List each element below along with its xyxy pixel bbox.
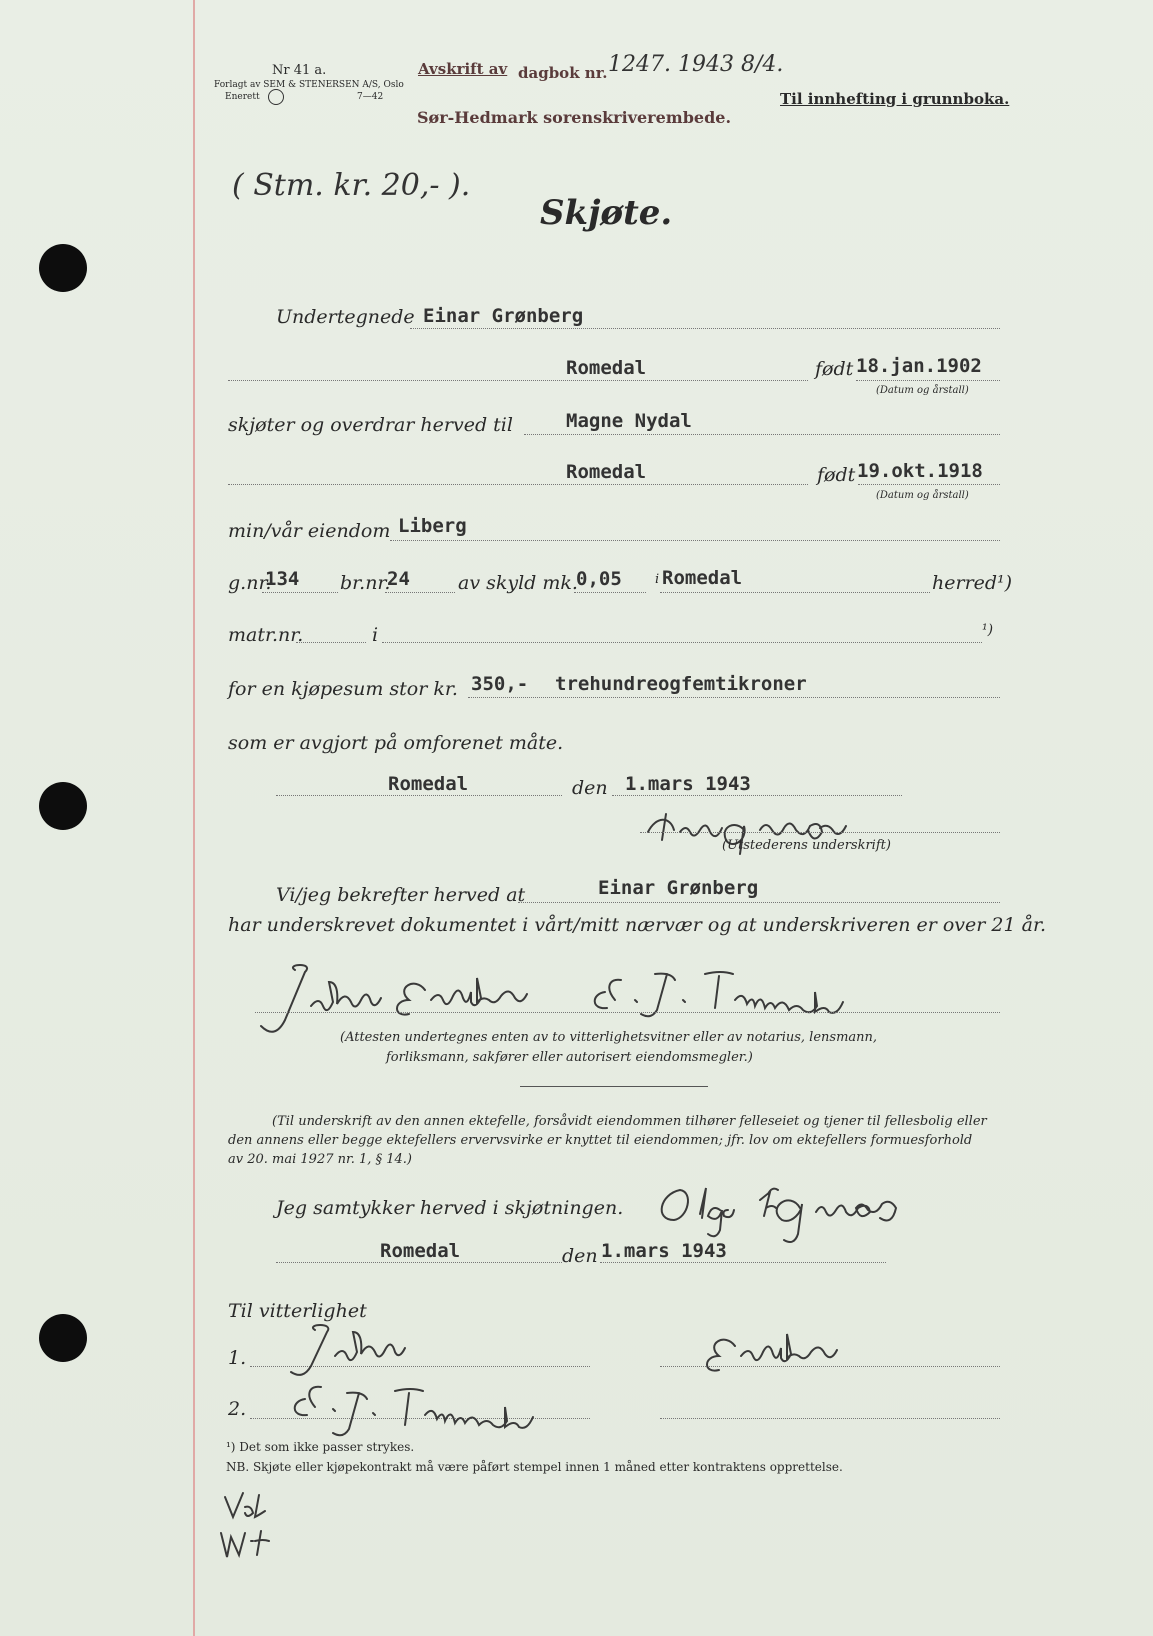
consent-label: Jeg samtykker herved i skjøtningen. xyxy=(276,1197,624,1219)
herred-i-label: i xyxy=(655,572,660,587)
price-words: trehundreogfemtikroner xyxy=(555,673,807,695)
stamp-dagbok-value: 1247. 1943 8/4. xyxy=(608,52,784,77)
spouse-note-1: (Til underskrift av den annen ektefelle, forsåvidt eiendommen tilhører felleseiet og tjener til fellesbolig eller xyxy=(272,1114,987,1129)
consent-date: 1.mars 1943 xyxy=(601,1240,727,1262)
transfer-label: skjøter og overdrar herved til xyxy=(228,414,513,436)
matr-footnote-mark: ¹) xyxy=(982,622,994,638)
attest-note-1: (Attesten undertegnes enten av to vitterlighetsvitner eller av notarius, lensmann, xyxy=(340,1030,878,1045)
attest-label: Vi/jeg bekrefter herved at xyxy=(276,884,526,906)
buyer-date-hint: (Datum og årstall) xyxy=(876,490,969,501)
signing-den-label: den xyxy=(572,777,608,799)
stamp-fee-note: ( Stm. kr. 20,- ). xyxy=(232,168,471,203)
publisher-line: Forlagt av SEM & STENERSEN A/S, Oslo xyxy=(214,80,404,90)
publisher-logo-icon xyxy=(268,89,284,105)
publisher-date: 7—42 xyxy=(357,92,384,102)
buyer-birthdate: 19.okt.1918 xyxy=(857,460,983,482)
buyer-place: Romedal xyxy=(566,461,647,483)
punch-hole xyxy=(39,782,87,830)
property-name: Liberg xyxy=(398,515,467,537)
seller-place: Romedal xyxy=(566,357,647,379)
buyer-born-label: født xyxy=(817,464,856,486)
gnr-label: g.nr. xyxy=(228,572,272,594)
issuer-signature-hint: (Utstederens underskrift) xyxy=(722,838,891,853)
attest-line2: har underskrevet dokumentet i vårt/mitt nærvær og at underskriveren er over 21 år. xyxy=(228,914,1046,936)
buyer-name: Magne Nydal xyxy=(566,410,692,432)
witness-label: Til vitterlighet xyxy=(228,1300,367,1322)
seller-birthdate: 18.jan.1902 xyxy=(856,355,982,377)
spouse-note-2: den annens eller begge ektefellers ervervsvirke er knyttet til eiendommen; jfr. lov om ektefellers formuesforhold xyxy=(228,1133,973,1148)
spouse-signature xyxy=(650,1180,950,1240)
footnote-1: ¹) Det som ikke passer strykes. xyxy=(226,1440,415,1454)
punch-hole xyxy=(39,1314,87,1362)
consent-place: Romedal xyxy=(380,1240,461,1262)
signing-place: Romedal xyxy=(388,773,469,795)
price-label: for en kjøpesum stor kr. xyxy=(228,678,458,700)
settled-note: som er avgjort på omforenet måte. xyxy=(228,732,564,754)
clerk-initials xyxy=(215,1485,295,1565)
attest-name: Einar Grønberg xyxy=(598,877,759,899)
consent-den-label: den xyxy=(562,1245,598,1267)
witness-signatures xyxy=(255,960,875,1040)
stamp-dagbok-label: dagbok nr. xyxy=(518,64,608,82)
signing-date: 1.mars 1943 xyxy=(625,773,751,795)
margin-line xyxy=(193,0,195,1636)
publisher-enerett: Enerett xyxy=(225,92,260,102)
matr-label: matr.nr. xyxy=(228,624,304,646)
price-amount: 350,- xyxy=(471,673,529,695)
stamp-grunnbok: Til innhefting i grunnboka. xyxy=(780,90,1010,108)
stamp-avskrift: Avskrift av xyxy=(418,60,508,78)
attest-note-2: forliksmann, sakfører eller autorisert eiendomsmegler.) xyxy=(386,1050,753,1065)
skyld-value: 0,05 xyxy=(576,568,622,590)
brnr-value: 24 xyxy=(387,568,410,590)
property-label: min/vår eiendom xyxy=(228,520,391,542)
seller-name: Einar Grønberg xyxy=(423,305,584,327)
herred-value: Romedal xyxy=(662,567,743,589)
gnr-value: 134 xyxy=(265,568,300,590)
brnr-label: br.nr. xyxy=(340,572,391,594)
witness-number-1: 1. xyxy=(228,1347,247,1369)
witness-1-signature xyxy=(275,1322,975,1382)
spouse-note-3: av 20. mai 1927 nr. 1, § 14.) xyxy=(228,1152,412,1167)
seller-date-hint: (Datum og årstall) xyxy=(876,385,969,396)
footnote-2: NB. Skjøte eller kjøpekontrakt må være påført stempel innen 1 måned etter kontraktens opprettelse. xyxy=(226,1460,843,1474)
stamp-court-office: Sør-Hedmark sorenskriverembede. xyxy=(417,108,732,127)
herred-label: herred¹) xyxy=(932,572,1013,594)
form-number: Nr 41 a. xyxy=(272,63,327,78)
separator-line xyxy=(520,1086,708,1087)
punch-hole xyxy=(39,244,87,292)
document-title: Skjøte. xyxy=(540,193,673,233)
matr-i-label: i xyxy=(372,624,379,646)
witness-2-signature xyxy=(275,1385,595,1445)
seller-label: Undertegnede xyxy=(276,306,415,328)
seller-born-label: født xyxy=(815,358,854,380)
skyld-label: av skyld mk. xyxy=(458,572,578,594)
witness-number-2: 2. xyxy=(228,1398,247,1420)
